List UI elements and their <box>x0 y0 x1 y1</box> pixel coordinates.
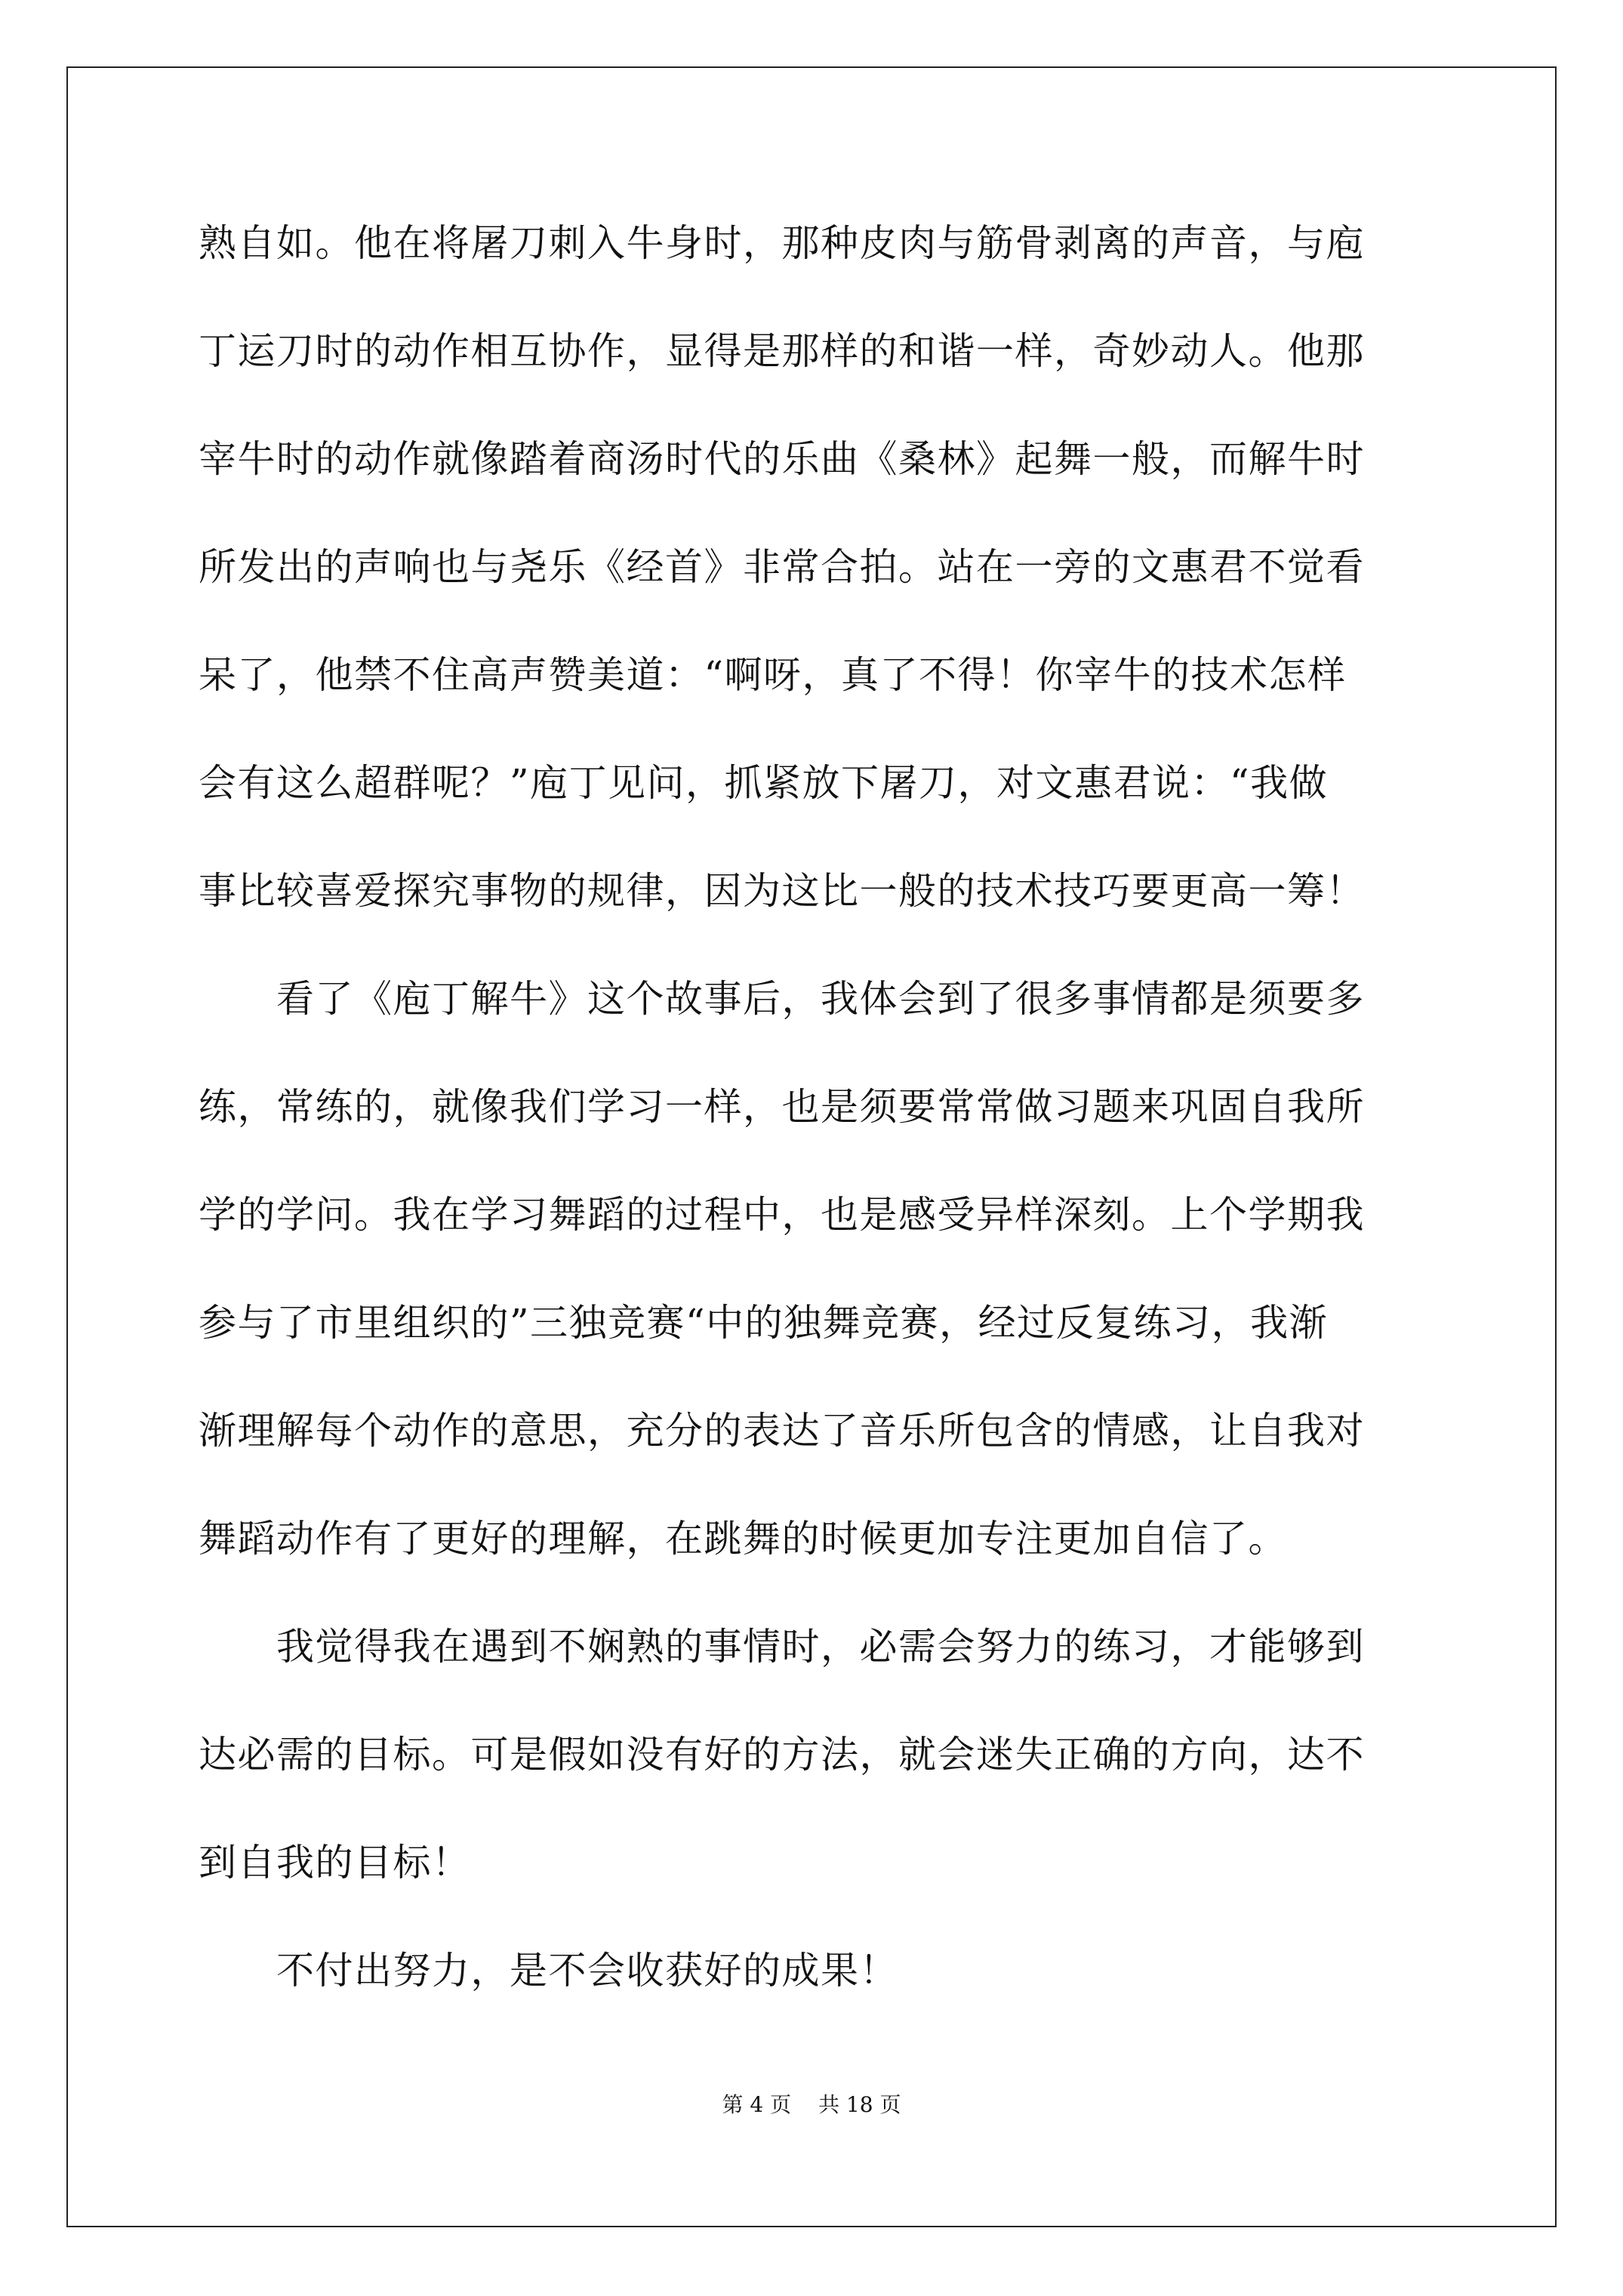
text-line: 我觉得我在遇到不娴熟的事情时，必需会努力的练习，才能够到 <box>199 1625 1365 1669</box>
text-line: 熟自如。他在将屠刀刺入牛身时，那种皮肉与筋骨剥离的声音，与庖 <box>199 221 1365 265</box>
text-line: 参与了市里组织的”三独竞赛“中的独舞竞赛，经过反复练习，我渐 <box>199 1301 1329 1345</box>
text-line: 所发出的声响也与尧乐《经首》非常合拍。站在一旁的文惠君不觉看 <box>199 545 1365 589</box>
page-footer <box>0 2090 1623 2120</box>
text-line: 丁运刀时的动作相互协作，显得是那样的和谐一样，奇妙动人。他那 <box>199 329 1365 373</box>
text-line: 呆了，他禁不住高声赞美道：“啊呀，真了不得！你宰牛的技术怎样 <box>199 653 1347 697</box>
page-total: 共 18 页 <box>818 2092 901 2117</box>
text-line: 练，常练的，就像我们学习一样，也是须要常常做习题来巩固自我所 <box>199 1085 1365 1129</box>
text-line: 渐理解每个动作的意思，充分的表达了音乐所包含的情感，让自我对 <box>199 1409 1365 1453</box>
text-line: 学的学问。我在学习舞蹈的过程中，也是感受异样深刻。上个学期我 <box>199 1193 1365 1237</box>
text-line: 事比较喜爱探究事物的规律，因为这比一般的技术技巧要更高一筹！ <box>199 869 1365 913</box>
text-line: 不付出努力，是不会收获好的成果！ <box>199 1949 898 1992</box>
text-line: 宰牛时的动作就像踏着商汤时代的乐曲《桑林》起舞一般，而解牛时 <box>199 437 1365 481</box>
text-line: 看了《庖丁解牛》这个故事后，我体会到了很多事情都是须要多 <box>199 977 1365 1021</box>
text-line: 会有这么超群呢？”庖丁见问，抓紧放下屠刀，对文惠君说：“我做 <box>199 761 1329 805</box>
text-line: 达必需的目标。可是假如没有好的方法，就会迷失正确的方向，达不 <box>199 1733 1365 1777</box>
text-line: 舞蹈动作有了更好的理解，在跳舞的时候更加专注更加自信了。 <box>199 1517 1287 1561</box>
page-number: 第 4 页 <box>722 2092 792 2117</box>
text-line: 到自我的目标！ <box>199 1841 471 1885</box>
document-body <box>199 217 1429 2052</box>
